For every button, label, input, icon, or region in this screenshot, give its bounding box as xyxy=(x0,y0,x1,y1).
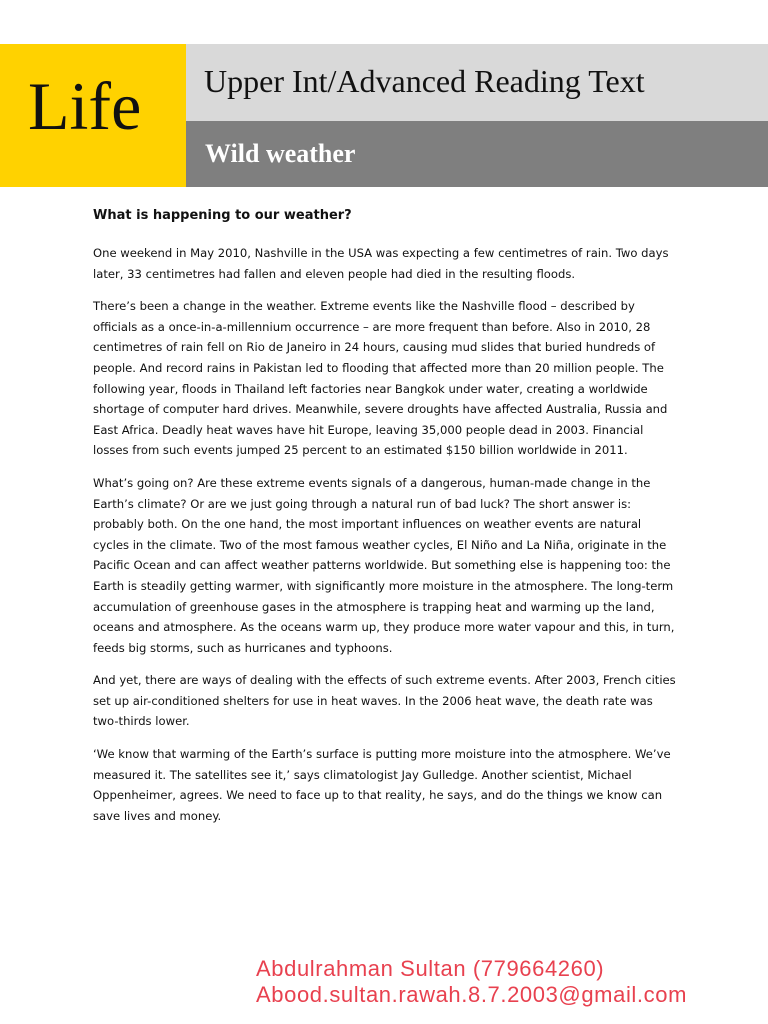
contact-name: Abdulrahman Sultan (779664260) xyxy=(256,956,605,981)
article-body xyxy=(93,206,678,838)
title-bar xyxy=(186,44,768,121)
article-heading: What is happening to our weather? xyxy=(93,208,352,223)
page-subtitle: Wild weather xyxy=(205,139,356,168)
contact-block xyxy=(256,956,687,1008)
subtitle-bar xyxy=(186,121,768,187)
page-title: Upper Int/Advanced Reading Text xyxy=(204,63,645,99)
life-logo-box xyxy=(0,44,186,187)
contact-email: Abood.sultan.rawah.8.7.2003@gmail.com xyxy=(256,982,687,1007)
life-logo: Life xyxy=(28,68,142,144)
article-paragraph-4: And yet, there are ways of dealing with the effects of such extreme events. After 2003, French cities set up air-conditioned shelters for use in heat waves. In the 2006 heat wave, the death rate was two-thirds lower. xyxy=(93,673,676,729)
header-banner xyxy=(0,44,768,187)
article-paragraph-1: One weekend in May 2010, Nashville in the USA was expecting a few centimetres of rain. Two days later, 33 centimetres had fallen and eleven people had died in the resulting floods. xyxy=(93,246,669,281)
article-paragraph-5: ‘We know that warming of the Earth’s surface is putting more moisture into the atmosphere. We’ve measured it. The satellites see it,’ says climatologist Jay Gulledge. Another scientist, Michael Oppenheimer, agrees. We need to face up to that reality, he says, and do the things we know can save lives and money. xyxy=(93,747,671,823)
article-paragraph-3: What’s going on? Are these extreme events signals of a dangerous, human-made change in the Earth’s climate? Or are we just going through a natural run of bad luck? The short answer is: probably both. On the one hand, the most important influences on weather events are natural cycles in the climate. Two of the most famous weather cycles, El Niño and La Niña, originate in the Pacific Ocean and can affect weather patterns worldwide. But something else is happening too: the Earth is steadily getting warmer, with significantly more moisture in the atmosphere. The long-term accumulation of greenhouse gases in the atmosphere is trapping heat and warming up the land, oceans and atmosphere. As the oceans warm up, they produce more water vapour and this, in turn, feeds big storms, such as hurricanes and typhoons. xyxy=(93,475,675,655)
article-paragraph-2: There’s been a change in the weather. Extreme events like the Nashville flood – described by officials as a once-in-a-millennium occurrence – are more frequent than before. Also in 2010, 28 centimetres of rain fell on Rio de Janeiro in 24 hours, causing mud slides that buried hundreds of people. And record rains in Pakistan led to flooding that affected more than 20 million people. The following year, floods in Thailand left factories near Bangkok under water, creating a worldwide shortage of computer hard drives. Meanwhile, severe droughts have affected Australia, Russia and East Africa. Deadly heat waves have hit Europe, leaving 35,000 people dead in 2003. Financial losses from such events jumped 25 percent to an estimated $150 billion worldwide in 2011. xyxy=(93,299,668,458)
